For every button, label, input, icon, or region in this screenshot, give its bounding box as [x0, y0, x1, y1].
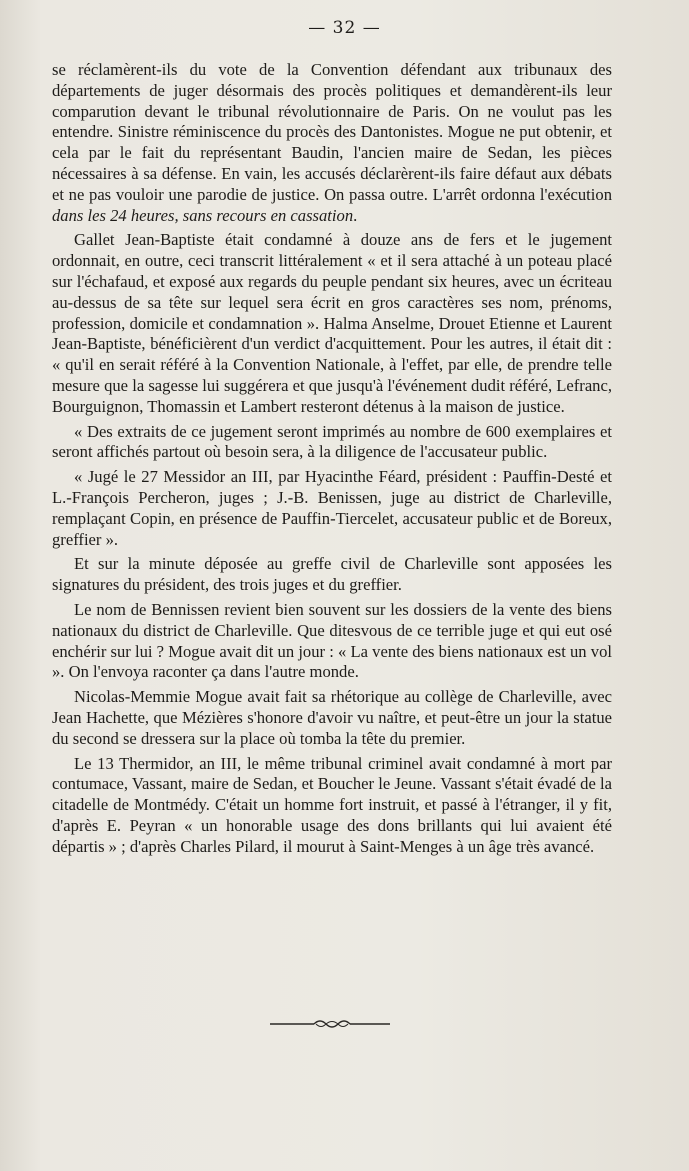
end-ornament-icon — [270, 1017, 390, 1031]
paragraph-7: Nicolas-Memmie Mogue avait fait sa rhétorique au collège de Charleville, avec Jean Hachette, que Mézières s'honore d'avoir vu naître, et peut-être un jour la statue du second se dressera sur la place où tomba la tête du premier. — [52, 687, 612, 748]
paragraph-8: Le 13 Thermidor, an III, le même tribunal criminel avait condamné à mort par contumace, Vassant, maire de Sedan, et Boucher le Jeune. Vassant s'était évadé de la citadelle de Montmédy. C'était un homme fort instruit, et passé à l'étranger, il y fit, d'après E. Peyran « un honorable usage des dons brillants qui lui avaient été départis » ; d'après Charles Pilard, il mourut à Saint-Menges à un âge très avancé. — [52, 753, 612, 856]
paragraph-4: « Jugé le 27 Messidor an III, par Hyacinthe Féard, président : Pauffin-Desté et L.-François Percheron, juges ; J.-B. Benissen, juge au district de Charleville, remplaçant Copin, en présence de Pauffin-Tiercelet, accusateur public et de Boreux, greffier ». — [52, 467, 612, 549]
paragraph-1-italic: dans les 24 heures, sans recours en cassation — [52, 205, 354, 225]
page-number: — 32 — — [308, 18, 381, 38]
paragraph-3: « Des extraits de ce jugement seront imprimés au nombre de 600 exemplaires et seront affichés partout où besoin sera, à la diligence de l'accusateur public. — [52, 421, 612, 462]
paragraph-1-end: . — [353, 205, 358, 225]
paragraph-6: Le nom de Bennissen revient bien souvent sur les dossiers de la vente des biens nationaux du district de Charleville. Que ditesvous de ce terrible juge et qui eut osé enchérir sur lui ? Mogue avait dit un jour : « La vente des biens nationaux est un vol ». On l'envoya raconter ça dans l'autre monde. — [52, 599, 612, 682]
body-text — [52, 60, 612, 861]
paragraph-1 — [52, 60, 612, 226]
paragraph-1-text: se réclamèrent-ils du vote de la Convention défendant aux tribunaux des départements de juger désormais des procès politiques et demandèrent-ils leur comparution devant le tribunal révolutionnaire de Paris. On ne voulut pas les entendre. Sinistre réminiscence du procès des Dantonistes. Mogue ne put obtenir, et cela par le fait du représentant Baudin, l'ancien maire de Sedan, les pièces nécessaires à sa défense. En vain, les accusés déclarèrent-ils faire défaut aux débats et ne pas vouloir une parodie de justice. On passa outre. L'arrêt ordonna l'exécution — [52, 60, 612, 204]
paragraph-5: Et sur la minute déposée au greffe civil de Charleville sont apposées les signatures du président, des trois juges et du greffier. — [52, 554, 612, 595]
paragraph-2: Gallet Jean-Baptiste était condamné à douze ans de fers et le jugement ordonnait, en outre, ceci transcrit littéralement « et il sera attaché à un poteau placé sur l'échafaud, et exposé aux regards du peuple pendant six heures, avec un écriteau au-dessus de sa tête sur lequel sera écrit en gros caractères ses nom, prénoms, profession, domicile et condamnation ». Halma Anselme, Drouet Etienne et Laurent Jean-Baptiste, bénéficièrent d'un verdict d'acquittement. Pour les autres, il était dit : « qu'il en serait référé à la Convention Nationale, à l'effet, par elle, de prendre telle mesure que la sagesse lui suggérera et que jusqu'à l'événement dudit référé, Lefranc, Bourguignon, Thomassin et Lambert resteront détenus à la maison de justice. — [52, 230, 612, 416]
